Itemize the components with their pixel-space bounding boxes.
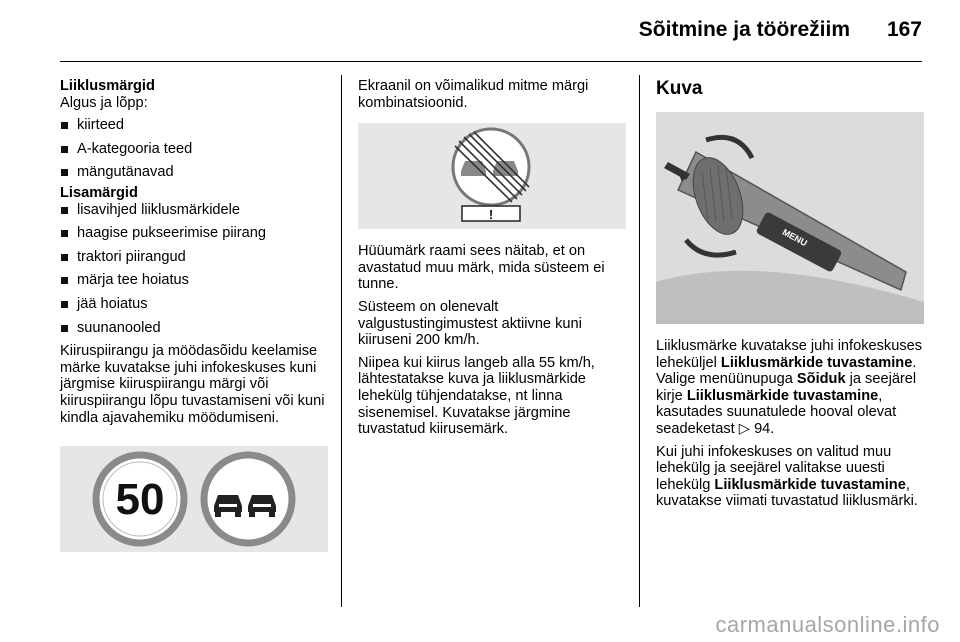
page-reference: 94: [754, 420, 771, 437]
list-item: kiirteed: [60, 117, 328, 134]
section-title: Kuva: [656, 78, 703, 99]
speed-limit-value: 50: [115, 475, 165, 525]
body-paragraph: Kiiruspiirangu ja möödasõidu keelamise märke kuvatakse juhi infokeskuses kuni järgmise kiiruspiirangu märgi või kiiruspiirangu lõpu tuvastamiseni või kuni kindla ajavahemiku möödumiseni.: [60, 343, 325, 426]
plate-exclamation: !: [488, 207, 494, 223]
body-paragraph: Hüüumärk raami sees näitab, et on avastatud muu märk, mida süsteem ei tunne.: [358, 243, 605, 293]
end-no-overtaking-sign-icon: [453, 129, 529, 205]
page-reference-icon: ▷: [738, 420, 750, 437]
list-item: lisavihjed liiklusmärkidele: [60, 202, 328, 219]
page-title: Sõitmine ja töörežiim: [638, 18, 850, 41]
list-item: haagise pukseerimise piirang: [60, 225, 328, 242]
arrow-icon: [664, 162, 690, 180]
column-divider-right: [639, 75, 640, 607]
column-left: [60, 78, 328, 552]
menu-button-label: MENU: [780, 226, 809, 249]
text-run: Kui juhi infokeskuses on valitud muu lehekülg ja seejärel valitakse uuesti lehekülg: [656, 443, 892, 493]
figure-end-of-no-overtaking-sign: [358, 123, 626, 229]
list-item: mängutänavad: [60, 164, 328, 181]
list-item: jää hoiatus: [60, 296, 328, 313]
menu-item-ref: Liiklusmärkide tuvastamine: [714, 476, 906, 493]
column-right: [656, 78, 924, 516]
column-middle: [358, 78, 626, 444]
text-run: ja seejärel kirje: [656, 371, 917, 404]
list-item: traktori piirangud: [60, 249, 328, 266]
list-item: A-kategooria teed: [60, 141, 328, 158]
text-run: , kasutades suunatulede hooval olevat seadeketast: [656, 387, 897, 437]
speed-limit-sign-icon: [96, 455, 184, 543]
list-item: märja tee hoiatus: [60, 272, 328, 289]
column-divider-left: [341, 75, 342, 607]
figure-speed-and-overtaking-signs: [60, 446, 328, 552]
header-rule: [60, 61, 922, 62]
menu-item-ref: Liiklusmärkide tuvastamine: [720, 354, 913, 371]
text-run: . Valige menüünupuga: [656, 354, 917, 388]
text-run: , kuvatakse viimati tuvastatud liiklusmärki.: [656, 476, 918, 510]
menu-item-ref: Liiklusmärkide tuvastamine: [686, 387, 879, 404]
body-paragraph: Liiklusmärke kuvatakse juhi infokeskuses leheküljel Liiklusmärkide tuvastamine. Valige menüünupuga Sõiduk ja seejärel kirje Liiklusmärkide tuvastamine, kasutades suunatulede hooval olevat seadeketast ▷ 94.: [656, 338, 923, 437]
body-paragraph: Ekraanil on võimalikud mitme märgi kombinatsioonid.: [358, 78, 589, 111]
figure-turn-signal-lever: [656, 112, 924, 324]
body-paragraph: Süsteem on olenevalt valgustustingimustest aktiivne kuni kiiruseni 200 km/h.: [358, 298, 582, 349]
turn-signal-lever-icon: [678, 151, 906, 290]
heading-traffic-signs: Liiklusmärgid: [60, 78, 155, 94]
rotate-arrow-icon: [706, 137, 752, 158]
no-overtaking-sign-icon: [204, 455, 292, 543]
body-paragraph: [656, 444, 924, 510]
heading-additional-signs: Lisamärgid: [60, 184, 138, 201]
text-run: Liiklusmärke kuvatakse juhi infokeskuses leheküljel: [656, 338, 923, 371]
body-paragraph: Niipea kui kiirus langeb alla 55 km/h, lähtestatakse kuva ja liiklusmärkide lehekülg tühjendatakse, nt linna sisenemisel. Kuvatakse järgmine tuvastatud kiirusemärk.: [358, 354, 595, 438]
watermark: carmanualsonline.info: [715, 612, 940, 637]
list-item: suunanooled: [60, 320, 328, 337]
menu-item-ref: Sõiduk: [796, 371, 846, 388]
additional-signs-list: [60, 202, 328, 337]
page-number: 167: [886, 18, 922, 41]
road-type-list: [60, 117, 328, 181]
intro-text: Algus ja lõpp:: [60, 94, 148, 111]
